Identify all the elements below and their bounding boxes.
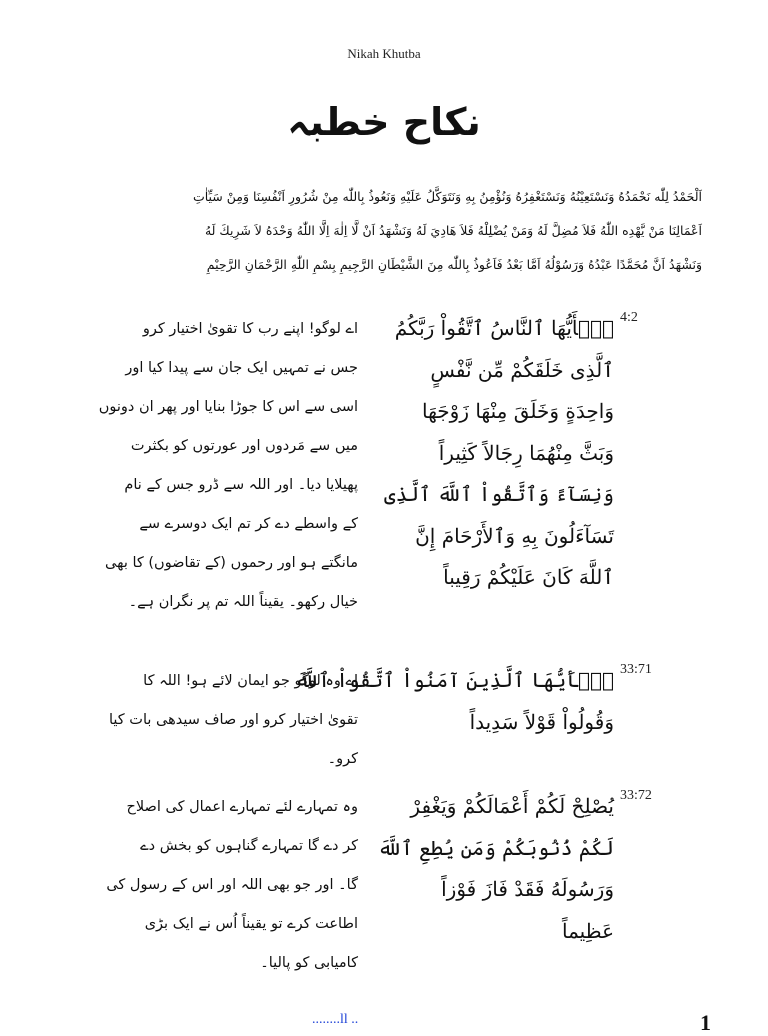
urdu-line: اے لوگو! اپنے رب کا تقویٰ اختیار کرو bbox=[142, 321, 358, 337]
page-number: 1 bbox=[700, 1010, 711, 1035]
arabic-line: وَنِسَآءً وَٱتَّقُواْ ٱللَّهَ ٱلَّذِى bbox=[383, 482, 614, 506]
arabic-line: لَكُمْ ذُنُوبَكُمْ وَمَن يُطِعِ ٱللَّهَ bbox=[377, 835, 614, 860]
arabic-line: عَظِيماً bbox=[561, 918, 614, 943]
running-header: Nikah Khutba bbox=[347, 46, 421, 61]
arabic-line: وَرَسُولَهُ فَقَدْ فَازَ فَوْزاً bbox=[441, 877, 614, 901]
urdu-line: گا۔ اور جو بھی اللہ اور اس کے رسول کی bbox=[106, 877, 358, 893]
urdu-line: اسی سے اس کا جوڑا بنایا اور پھر ان دونوں bbox=[98, 399, 358, 415]
arabic-line: ٱلَّذِى خَلَقَكُمْ مِّن نَّفْسٍ bbox=[430, 357, 614, 382]
verse-reference: 33:71 bbox=[620, 662, 652, 677]
verse-reference: 4:2 bbox=[620, 310, 638, 325]
page-title: نکاح خطبہ bbox=[287, 100, 481, 144]
arabic-line: وَاحِدَةٍ وَخَلَقَ مِنْهَا زَوْجَهَا bbox=[421, 399, 614, 423]
arabic-verse bbox=[294, 660, 614, 743]
urdu-line: میں سے مَردوں اور عورتوں کو بکثرت bbox=[130, 438, 358, 454]
arabic-line: تَسَآءَلُونَ بِهِ وَٱلأَرْحَامَ إِنَّ bbox=[415, 523, 614, 548]
urdu-line: وہ تمہارے لئے تمہارے اعمال کی اصلاح bbox=[126, 799, 358, 815]
arabic-line: ٱللَّهَ كَانَ عَلَيْكُمْ رَقِيباً bbox=[443, 565, 614, 589]
urdu-line: خیال رکھو۔ یقیناً اللہ تم پر نگران ہے۔ bbox=[128, 594, 358, 610]
urdu-line: جس نے تمہیں ایک جان سے پیدا کیا اور bbox=[125, 360, 358, 376]
urdu-line: اطاعت کرے تو یقیناً اُس نے ایک بڑی bbox=[144, 916, 358, 932]
intro-line: وَنَشْهَدُ اَنَّ مُحَمَّدًا عَبْدُهُ وَرَسُوْلُهُ اَمَّا بَعْدُ فَاَعُوذُ بِاللّٰه مِنَ الشَّيْطَانِ الرَّجِيمِ بِسْمِ اللّٰهِ الرَّحْمَانِ الرَّحِيْمِ bbox=[206, 257, 702, 272]
arabic-line: وَبَثَّ مِنْهُمَا رِجَالاً كَثِيراً bbox=[438, 440, 614, 465]
urdu-line: کرو۔ bbox=[327, 751, 358, 767]
verse-reference: 33:72 bbox=[620, 788, 652, 803]
arabic-line: وَقُولُواْ قَوْلاً سَدِيداً bbox=[469, 709, 614, 734]
urdu-line: تقویٰ اختیار کرو اور صاف سیدھی بات کیا bbox=[108, 712, 358, 728]
arabic-line: يٰۤأَيُّهَا ٱلَّذِينَ آمَنُواْ ٱتَّقُواْ ٱللَّهَ bbox=[294, 668, 614, 692]
intro-line: اَعْمَالِنَا مَنْ يَّهْدِه اللّٰهُ فَلاَ مُضِلَّ لَهُ وَمَنْ يُضْلِلْهُ فَلاَ هَادِيَ لَهُ وَنَشْهَدُ اَنْ لَّا اِلٰهَ اِلَّا اللّٰهُ وَحْدَهُ لاَ شَرِيكَ لَهُ bbox=[204, 223, 702, 238]
arabic-line: يٰۤأَيُّهَا ٱلنَّاسُ ٱتَّقُواْ رَبَّكُمُ bbox=[394, 316, 614, 340]
arabic-verse bbox=[366, 786, 614, 952]
urdu-translation bbox=[96, 310, 358, 622]
arabic-verse bbox=[366, 308, 614, 599]
intro-line: اَلْحَمْدُ لِلّٰه نَحْمَدُهُ وَنَسْتَعِيْنُهُ وَنَسْتَغْفِرُهُ وَنُؤْمِنُ بِهِ وَنَتَوَكَّلُ عَلَيْهِ وَنَعُوذُ بِاللّٰه مِنْ شُرُورِ اَنْفُسِنَا وَمِنْ سَيِّاٰتِ bbox=[192, 189, 702, 204]
arabic-line: يُصْلِحْ لَكُمْ أَعْمَالَكُمْ وَيَغْفِرْ bbox=[410, 794, 614, 818]
urdu-line: کے واسطے دے کر تم ایک دوسرے سے bbox=[139, 516, 358, 532]
opening-supplication bbox=[62, 180, 702, 282]
urdu-line: مانگتے ہو اور رحموں (کے تقاضوں) کا بھی bbox=[105, 555, 358, 571]
urdu-line: کامیابی کو پالیا۔ bbox=[260, 955, 358, 971]
footer-link[interactable]: ........ll .. bbox=[312, 1012, 359, 1027]
urdu-line: پھیلایا دیا۔ اور اللہ سے ڈرو جس کے نام bbox=[124, 477, 358, 493]
urdu-line: کر دے گا تمہارے گناہوں کو بخش دے bbox=[140, 838, 358, 854]
urdu-translation bbox=[96, 788, 358, 983]
urdu-line: اے وہ لوگو جو ایمان لائے ہو! اللہ کا bbox=[143, 673, 358, 689]
